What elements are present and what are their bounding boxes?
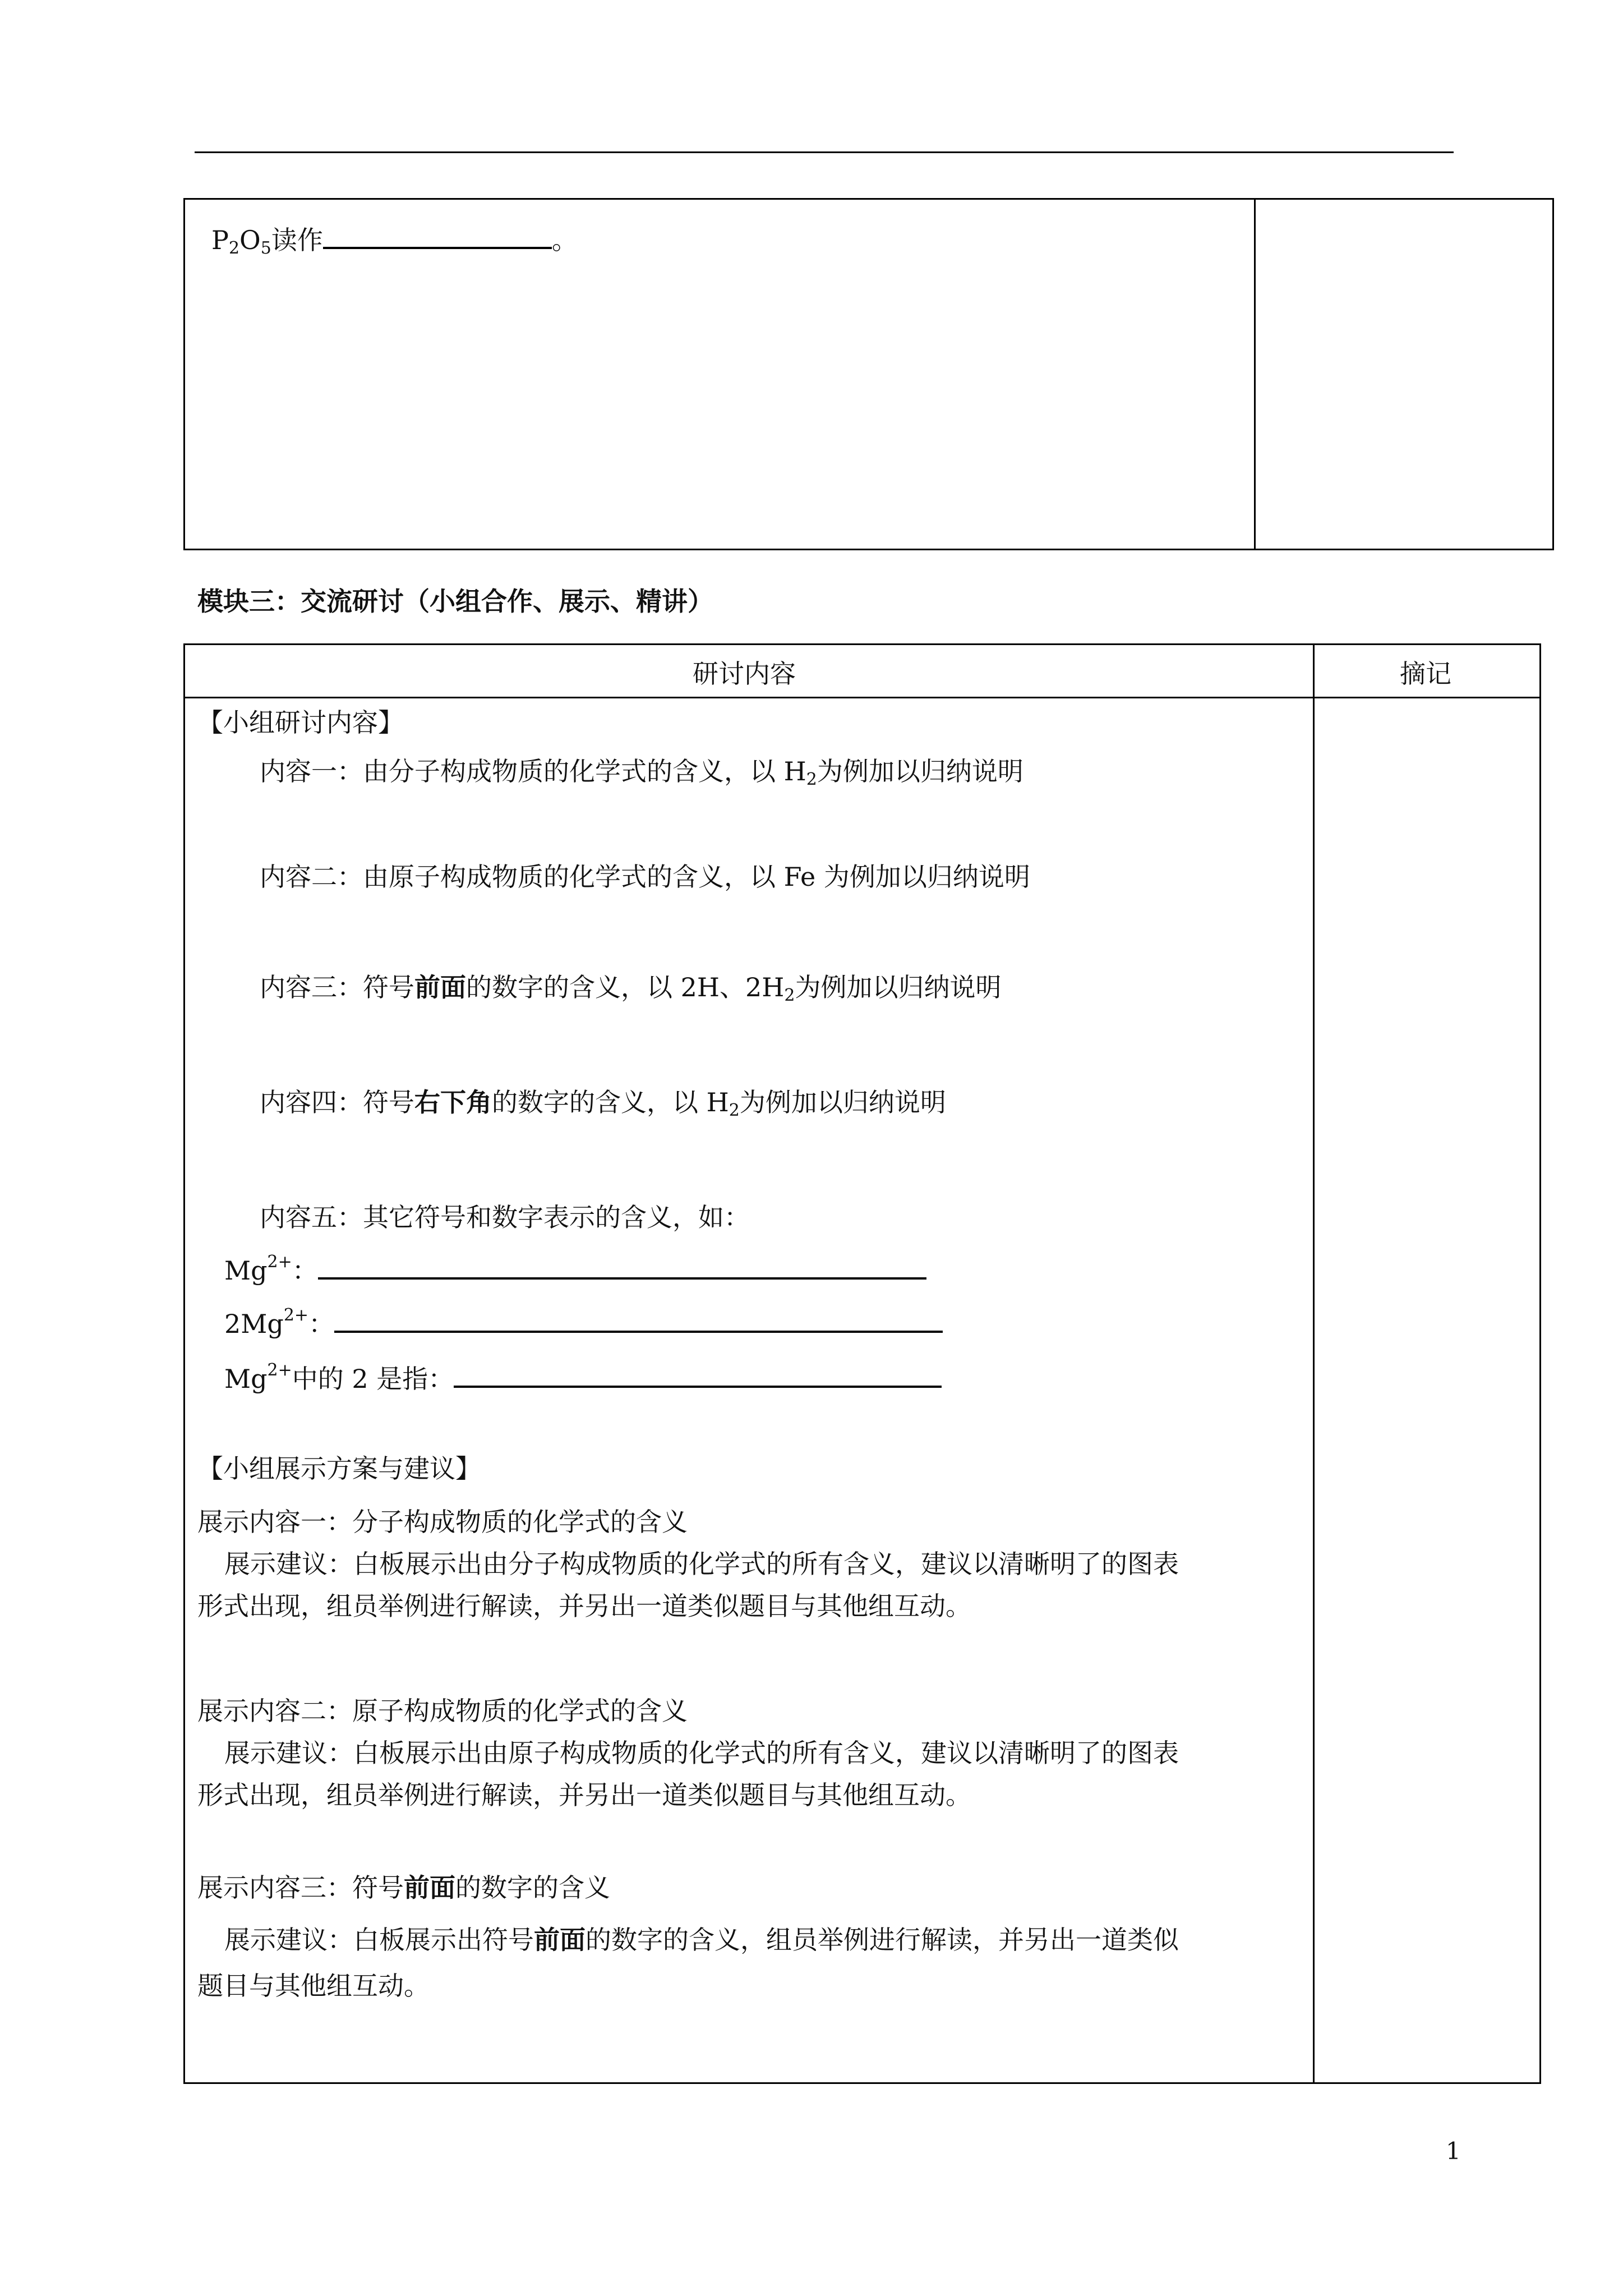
show-plan-title: 【小组展示方案与建议】 (197, 1453, 481, 1484)
col-header-content: 研讨内容 (693, 659, 796, 689)
group-discussion-title: 【小组研讨内容】 (197, 707, 404, 738)
show-1-title: 展示内容一：分子构成物质的化学式的含义 (197, 1507, 688, 1537)
mg-charge-question: $Mg^{2+}$中的 2 是指： (224, 1362, 942, 1396)
mg-ion-question: $Mg^{2+}$： (224, 1254, 926, 1287)
show-2-title: 展示内容二：原子构成物质的化学式的含义 (197, 1696, 688, 1726)
discussion-item-1: 内容一：由分子构成物质的化学式的含义，以 $H_2$为例加以归纳说明 (260, 756, 1023, 789)
discussion-item-3: 内容三：符号前面的数字的含义，以 2H、$2H_2$为例加以归纳说明 (260, 972, 1002, 1005)
col-header-notes: 摘记 (1400, 659, 1451, 689)
page-number: 1 (1446, 2137, 1461, 2165)
show-3-title: 展示内容三：符号前面的数字的含义 (197, 1872, 610, 1903)
show-2-advice-line2: 形式出现，组员举例进行解读，并另出一道类似题目与其他组互动。 (197, 1780, 971, 1810)
p2o5-question: $P_2O_5$读作 。 (211, 225, 578, 258)
discussion-item-2: 内容二：由原子构成物质的化学式的含义，以 Fe 为例加以归纳说明 (260, 862, 1030, 892)
p2o5-answer-blank[interactable] (323, 228, 552, 249)
module3-heading: 模块三：交流研讨（小组合作、展示、精讲） (197, 586, 713, 616)
discussion-item-4: 内容四：符号右下角的数字的含义，以 $H_2$为例加以归纳说明 (260, 1087, 946, 1120)
mg-ion-answer-blank[interactable] (318, 1258, 926, 1280)
two-mg-ion-question: $2Mg^{2+}$： (224, 1307, 943, 1341)
show-3-advice-line1: 展示建议：白板展示出符号前面的数字的含义，组员举例进行解读，并另出一道类似 (224, 1925, 1179, 1955)
mg-charge-answer-blank[interactable] (454, 1366, 942, 1388)
two-mg-ion-answer-blank[interactable] (334, 1312, 943, 1333)
show-1-advice-line2: 形式出现，组员举例进行解读，并另出一道类似题目与其他组互动。 (197, 1591, 971, 1621)
header-rule (195, 151, 1454, 153)
show-2-advice-line1: 展示建议：白板展示出由原子构成物质的化学式的所有含义，建议以清晰明了的图表 (224, 1738, 1179, 1768)
discussion-item-5: 内容五：其它符号和数字表示的含义，如： (260, 1202, 750, 1232)
show-3-advice-line2: 题目与其他组互动。 (197, 1971, 430, 2001)
show-1-advice-line1: 展示建议：白板展示出由分子构成物质的化学式的所有含义，建议以清晰明了的图表 (224, 1549, 1179, 1579)
